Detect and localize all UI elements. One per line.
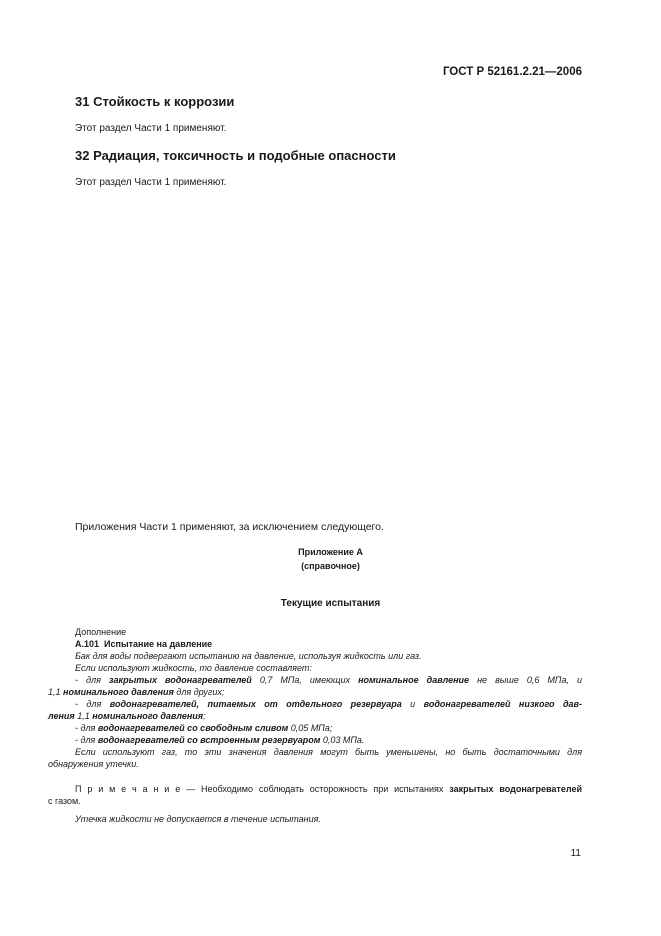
addition-label: Дополнение bbox=[75, 627, 127, 637]
bullet-2: - для водонагревателей, питаемых от отдельного резервуара и водонагревателей низкого дав- bbox=[75, 699, 582, 709]
paragraph-tank: Бак для воды подвергают испытанию на давление, используя жидкость или газ. bbox=[75, 651, 422, 661]
section-32-text: Этот раздел Части 1 применяют. bbox=[75, 177, 227, 188]
bullet-1-cont: 1,1 номинального давления для других; bbox=[48, 687, 225, 697]
annex-label: Приложение А bbox=[298, 547, 363, 557]
gas-paragraph-line1: Если используют газ, то эти значения давления могут быть уменьшены, но быть достаточными для bbox=[75, 747, 582, 757]
annex-title: Текущие испытания bbox=[280, 598, 381, 609]
a101-title: Испытание на давление bbox=[104, 639, 213, 649]
bullet-3: - для водонагревателей со свободным сливом 0,05 МПа; bbox=[75, 723, 333, 733]
annex-type: (справочное) bbox=[301, 561, 360, 571]
a101-heading bbox=[75, 639, 212, 649]
section-31-text: Этот раздел Части 1 применяют. bbox=[75, 123, 227, 134]
note: П р и м е ч а н и е — Необходимо соблюдать осторожность при испытаниях закрытых водонагревателей bbox=[75, 784, 582, 794]
paragraph-liquid: Если используют жидкость, то давление составляет: bbox=[75, 663, 312, 673]
a101-number: А.101 bbox=[75, 639, 100, 649]
section-32-title: 32 Радиация, токсичность и подобные опасности bbox=[75, 148, 396, 163]
annexes-intro: Приложения Части 1 применяют, за исключением следующего. bbox=[75, 521, 384, 533]
standard-number: ГОСТ Р 52161.2.21—2006 bbox=[442, 66, 582, 78]
bullet-2-cont: ления 1,1 номинального давления; bbox=[48, 711, 206, 721]
leak-paragraph: Утечка жидкости не допускается в течение испытания. bbox=[75, 814, 321, 824]
page-number: 11 bbox=[570, 848, 581, 859]
bullet-4: - для водонагревателей со встроенным резервуаром 0,03 МПа. bbox=[75, 735, 365, 745]
note-cont: с газом. bbox=[48, 796, 81, 806]
section-31-title: 31 Стойкость к коррозии bbox=[75, 94, 235, 109]
bullet-1: - для закрытых водонагревателей 0,7 МПа, имеющих номинальное давление не выше 0,6 МПа, и bbox=[75, 675, 582, 685]
gas-paragraph-line2: обнаружения утечки. bbox=[48, 759, 139, 769]
